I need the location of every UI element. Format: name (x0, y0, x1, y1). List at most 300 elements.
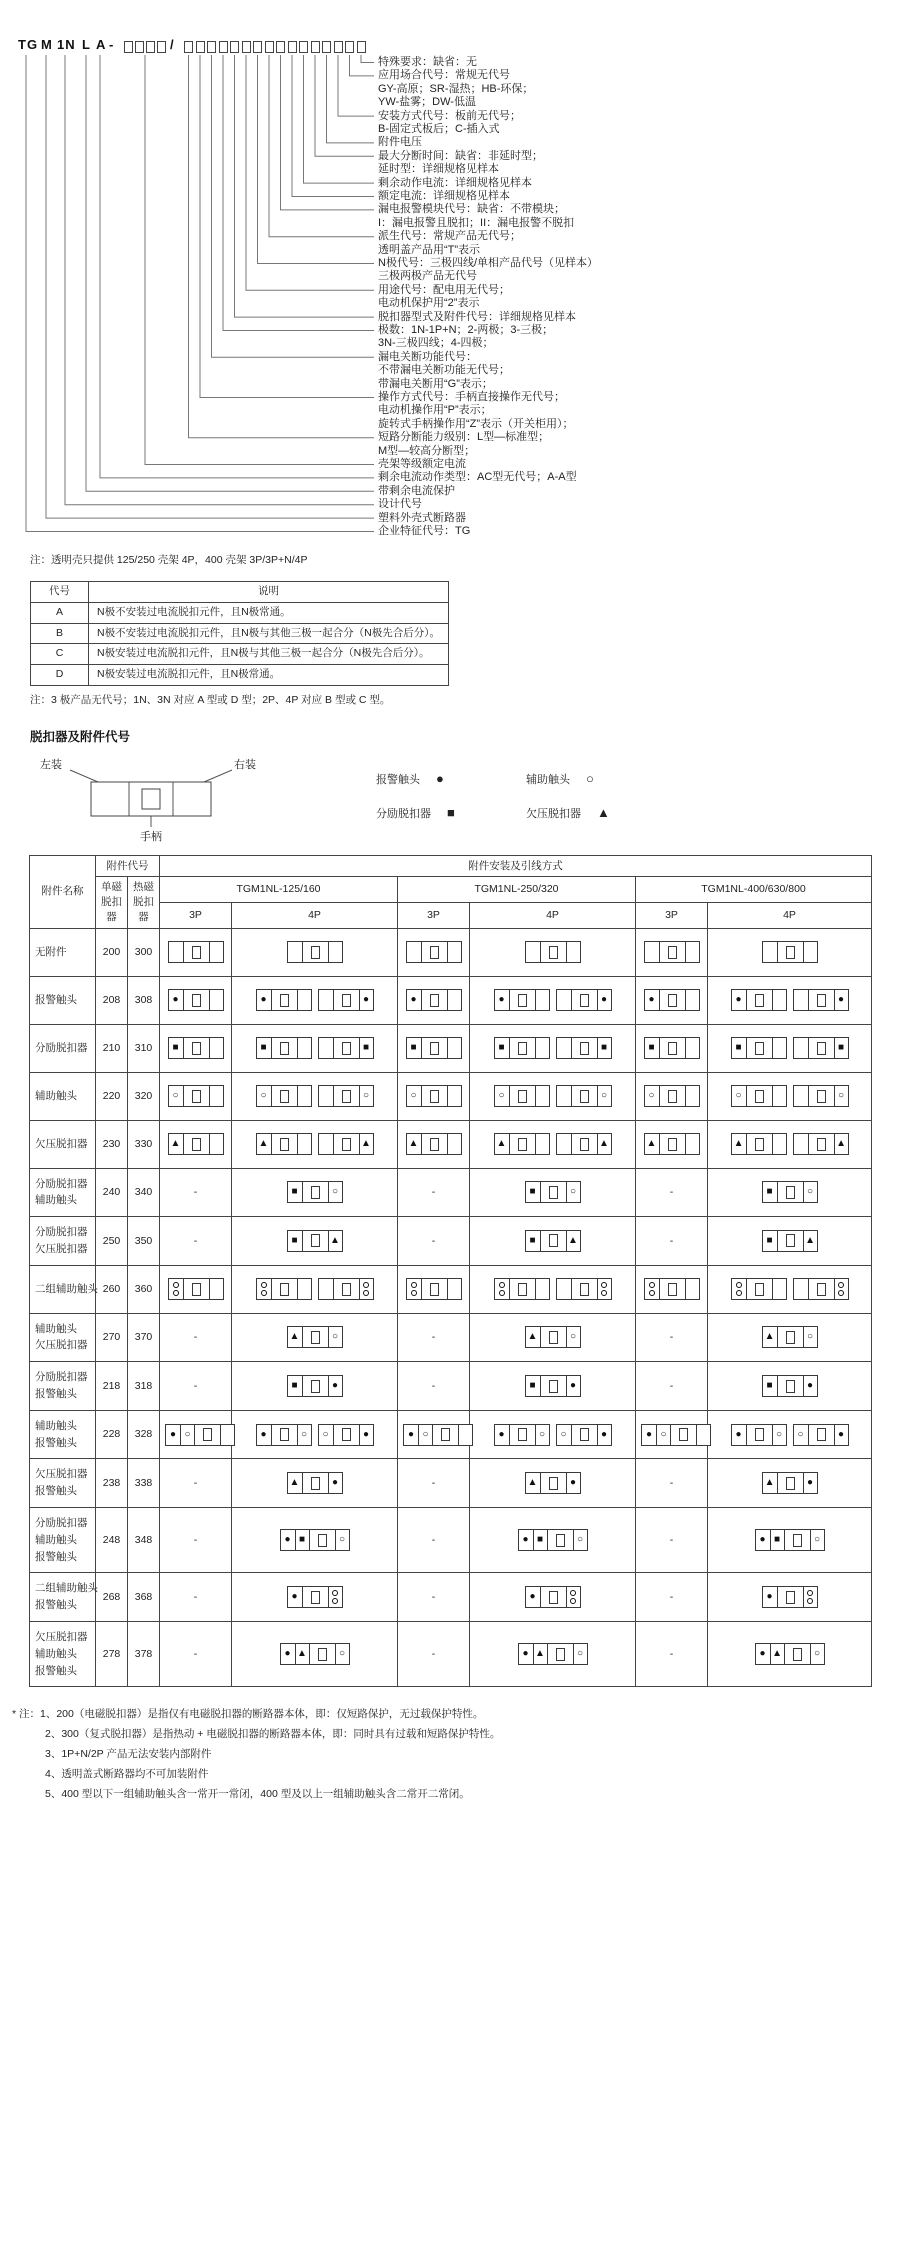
handle-knob (342, 1428, 351, 1441)
handle-knob (580, 994, 589, 1007)
aux-circle (736, 1282, 742, 1288)
empty-compartment (645, 942, 659, 962)
double-aux-symbol (649, 1282, 655, 1296)
accessory-symbol: ▲ (289, 1477, 300, 1489)
install-diagram-cell: - (398, 1217, 470, 1266)
handle-knob (668, 1138, 677, 1151)
handle-knob (311, 1477, 320, 1490)
accessory-symbol: ■ (597, 1038, 611, 1058)
aux-circle (601, 1290, 607, 1296)
accessory-symbol: ▲ (527, 1331, 538, 1343)
single-magnetic-code: 200 (96, 928, 128, 976)
wiring-diagram (556, 1278, 612, 1300)
accessory-symbol: ■ (359, 1038, 373, 1058)
code-callout-label: 极数：1N-1P+N；2-两极；3-三极； (378, 324, 554, 336)
handle-knob (817, 1090, 826, 1103)
accessory-symbol (359, 1279, 373, 1299)
accessory-row (30, 1120, 872, 1168)
code-letter: C (31, 644, 89, 665)
accessory-name-line: 二组辅助触头 (35, 1582, 98, 1595)
accessory-symbol: ● (566, 1376, 580, 1396)
wiring-diagram (762, 1472, 818, 1494)
handle-compartment (333, 990, 359, 1010)
code-callout-label: 脱扣器型式及附件代号：详细规格见样本 (378, 310, 576, 323)
empty-compartment (319, 990, 333, 1010)
wiring-diagram (793, 1424, 849, 1446)
accessory-name (30, 1459, 96, 1508)
install-diagram-cell (470, 1072, 636, 1120)
accessory-symbol: ■ (295, 1530, 309, 1550)
handle-knob (668, 1042, 677, 1055)
install-diagram-cell: - (398, 1622, 470, 1687)
empty-compartment (319, 1038, 333, 1058)
wiring-diagram (644, 1037, 700, 1059)
callout-line (315, 55, 374, 156)
empty-compartment (297, 1134, 311, 1154)
table-header-row (30, 855, 872, 877)
install-diagram-cell (470, 928, 636, 976)
accessory-symbol: ○ (597, 1086, 611, 1106)
wiring-diagram (644, 941, 700, 963)
accessory-symbol: ■ (291, 1186, 298, 1198)
code-callout-label: 安装方式代号：板前无代号； (378, 109, 521, 122)
wiring-diagram (755, 1529, 825, 1551)
handle-compartment (333, 1425, 359, 1445)
empty-compartment (794, 1134, 808, 1154)
accessory-symbol: ○ (172, 1090, 179, 1101)
accessory-symbol: ▲ (258, 1138, 269, 1149)
code-table-row (31, 602, 449, 623)
header-accessory-name: 附件名称 (30, 855, 96, 928)
empty-compartment (319, 1134, 333, 1154)
accessory-symbol: ● (566, 1473, 580, 1493)
code-callout-label: 特殊要求：缺省：无 (378, 56, 477, 68)
empty-compartment (526, 942, 540, 962)
install-diagram-cell (232, 1622, 398, 1687)
code-box (230, 41, 239, 53)
code-callout-label: 最大分断时间：缺省：非延时型； (378, 149, 543, 162)
wiring-diagram (280, 1529, 350, 1551)
handle-compartment (547, 1644, 573, 1664)
aux-circle (411, 1290, 417, 1296)
install-diagram-cell (470, 1508, 636, 1573)
code-box (184, 41, 193, 53)
empty-compartment (328, 942, 342, 962)
wiring-diagram (256, 1037, 312, 1059)
wiring-diagram (644, 1085, 700, 1107)
double-aux-symbol (332, 1590, 338, 1604)
wiring-diagram (494, 1278, 550, 1300)
install-diagram-cell (232, 1573, 398, 1622)
code-callout-label: 电动机操作用“P”表示； (378, 404, 492, 417)
handle-compartment (271, 1279, 297, 1299)
install-diagram-cell (708, 1508, 872, 1573)
code-callout-label: N极代号：三极四线/单相产品代号（见样本） (378, 257, 598, 269)
empty-compartment (319, 1086, 333, 1106)
accessory-name-line: 报警触头 (35, 993, 77, 1006)
handle-compartment (659, 990, 685, 1010)
legend-item (376, 805, 526, 821)
code-box (146, 41, 155, 53)
accessory-name-line: 报警触头 (35, 1599, 77, 1612)
accessory-name-line: 报警触头 (35, 1436, 77, 1449)
accessory-row (30, 1362, 872, 1411)
install-diagram-cell (232, 1168, 398, 1217)
single-magnetic-code: 278 (96, 1622, 128, 1687)
handle-knob (580, 1138, 589, 1151)
accessory-symbol (597, 1279, 611, 1299)
accessory-name (30, 1265, 96, 1313)
code-callout-label: 延时型：详细规格见样本 (378, 163, 499, 176)
callout-line (189, 55, 375, 438)
empty-compartment (566, 942, 580, 962)
single-magnetic-code: 250 (96, 1217, 128, 1266)
accessory-symbol: ▲ (496, 1138, 507, 1149)
wiring-diagram (525, 1586, 581, 1608)
accessory-symbol: ○ (560, 1428, 567, 1440)
handle-knob (430, 1090, 439, 1103)
accessory-symbol: ○ (810, 1644, 824, 1664)
handle-compartment (777, 1376, 803, 1396)
code-callout-label: 设计代号 (378, 498, 422, 511)
thermal-magnetic-code: 378 (128, 1622, 160, 1687)
handle-compartment (808, 990, 834, 1010)
handle-knob (280, 1042, 289, 1055)
install-diagram-cell (232, 1313, 398, 1362)
handle-knob (549, 1331, 558, 1344)
accessory-row (30, 1217, 872, 1266)
accessory-symbol: ○ (810, 1530, 824, 1550)
accessory-symbol (732, 1279, 746, 1299)
aux-circle (173, 1290, 179, 1296)
wiring-diagram (168, 941, 224, 963)
install-diagram-cell: - (636, 1217, 708, 1266)
empty-compartment (685, 1134, 699, 1154)
install-diagram-cell: - (398, 1168, 470, 1217)
accessory-row (30, 1313, 872, 1362)
empty-compartment (447, 1134, 461, 1154)
aux-circle (261, 1290, 267, 1296)
install-diagram-cell (470, 1362, 636, 1411)
empty-compartment (288, 942, 302, 962)
install-diagram-cell: - (398, 1573, 470, 1622)
empty-compartment (535, 1038, 549, 1058)
accessory-symbol: ▲ (566, 1231, 580, 1251)
install-diagram-cell (232, 1120, 398, 1168)
wiring-diagram (525, 1326, 581, 1348)
code-callout-label: 塑料外壳式断路器 (378, 511, 466, 524)
footnote-line: 5、400 型以下一组辅助触头含一常开一常闭，400 型及以上一组辅助触头含二常开二常闭。 (45, 1788, 470, 1801)
footnote-line: * 注：1、200（电磁脱扣器）是指仅有电磁脱扣器的断路器本体，即：仅短路保护，无过载保护特性。 (12, 1708, 484, 1721)
wiring-diagram (287, 1326, 343, 1348)
wiring-diagram (287, 1181, 343, 1203)
empty-compartment (794, 1086, 808, 1106)
wiring-diagram (256, 1424, 312, 1446)
code-box (276, 41, 285, 53)
install-diagram-cell (398, 1024, 470, 1072)
install-diagram-cell (708, 1120, 872, 1168)
handle-knob (192, 1283, 201, 1296)
single-magnetic-code: 240 (96, 1168, 128, 1217)
wiring-diagram (793, 989, 849, 1011)
empty-compartment (447, 990, 461, 1010)
double-aux-symbol (411, 1282, 417, 1296)
header-install-group: 附件安装及引线方式 (160, 855, 872, 877)
code-table-row (31, 623, 449, 644)
wiring-diagram (556, 989, 612, 1011)
description-column-header: 说明 (89, 582, 449, 603)
install-diagram-cell (160, 928, 232, 976)
handle-knob (311, 1234, 320, 1247)
accessory-symbol (566, 1587, 580, 1607)
accessory-name-line: 报警触头 (35, 1485, 77, 1498)
handle-compartment (509, 1425, 535, 1445)
double-aux-symbol (736, 1282, 742, 1296)
handle-knob (311, 1186, 320, 1199)
accessory-name-line: 二组辅助触头 (35, 1282, 98, 1295)
n-pole-code-table (30, 581, 449, 686)
legend-label: 分励脱扣器 (376, 807, 431, 820)
empty-compartment (803, 942, 817, 962)
install-diagram-cell: - (160, 1313, 232, 1362)
header-3p: 3P (160, 902, 232, 928)
install-diagram-cell (232, 1410, 398, 1459)
accessory-symbol: ▲ (328, 1231, 342, 1251)
code-callout-label: 用途代号：配电用无代号； (378, 283, 510, 296)
handle-label: 手柄 (140, 830, 162, 843)
empty-compartment (557, 1134, 571, 1154)
handle-knob (192, 1090, 201, 1103)
empty-compartment (685, 990, 699, 1010)
handle-knob (318, 1648, 327, 1661)
empty-compartment (407, 942, 421, 962)
single-magnetic-code: 268 (96, 1573, 128, 1622)
legend-symbol: ● (436, 771, 444, 787)
handle-compartment (659, 1086, 685, 1106)
wiring-diagram (556, 1424, 612, 1446)
handle-knob (430, 1283, 439, 1296)
accessory-name-line: 欠压脱扣器 (35, 1137, 88, 1150)
accessory-symbol: ● (735, 994, 742, 1005)
empty-compartment (557, 1038, 571, 1058)
accessory-name (30, 1362, 96, 1411)
handle-compartment (183, 990, 209, 1010)
accessory-symbol: ● (359, 990, 373, 1010)
handle-compartment (670, 1425, 696, 1445)
install-diagram-cell (708, 1168, 872, 1217)
handle-compartment (777, 1182, 803, 1202)
install-diagram-cell (708, 1362, 872, 1411)
legend-symbol: ○ (586, 771, 594, 787)
mount-legend-row (36, 755, 900, 845)
thermal-magnetic-code: 300 (128, 928, 160, 976)
accessory-symbol: ● (407, 1428, 415, 1440)
empty-compartment (458, 1425, 472, 1445)
double-aux-symbol (499, 1282, 505, 1296)
accessory-symbol: ▲ (764, 1331, 775, 1343)
install-diagram-cell (232, 1072, 398, 1120)
handle-compartment (808, 1279, 834, 1299)
accessory-symbol: ○ (834, 1086, 848, 1106)
thermal-magnetic-code: 368 (128, 1573, 160, 1622)
handle-knob (518, 1283, 527, 1296)
install-diagram-cell (398, 928, 470, 976)
accessory-name (30, 928, 96, 976)
model-code-diagram (0, 14, 900, 550)
callout-line (246, 55, 374, 290)
accessory-symbol: ▲ (597, 1134, 611, 1154)
accessory-name-line: 报警触头 (35, 1550, 77, 1563)
install-diagram-cell (232, 976, 398, 1024)
aux-circle (261, 1282, 267, 1288)
handle-knob (518, 1138, 527, 1151)
accessory-symbol: ○ (335, 1530, 349, 1550)
accessory-symbol: ● (359, 1425, 373, 1445)
model-code-segment: - (109, 37, 115, 52)
empty-compartment (447, 1086, 461, 1106)
double-aux-symbol (173, 1282, 179, 1296)
accessory-name (30, 1508, 96, 1573)
code-box (299, 41, 308, 53)
accessory-symbol: ○ (803, 1327, 817, 1347)
accessory-symbol: ○ (297, 1425, 311, 1445)
wiring-diagram (793, 1037, 849, 1059)
handle-knob (580, 1090, 589, 1103)
accessory-symbol: ▲ (170, 1138, 181, 1149)
install-diagram-cell (232, 1362, 398, 1411)
header-3p: 3P (636, 902, 708, 928)
empty-compartment (319, 1279, 333, 1299)
install-diagram-cell (708, 1573, 872, 1622)
accessory-symbol: ▲ (733, 1138, 744, 1149)
accessory-symbol: ○ (573, 1530, 587, 1550)
wiring-diagram (318, 1037, 374, 1059)
handle-compartment (509, 1134, 535, 1154)
code-box (157, 41, 166, 53)
handle-compartment (309, 1644, 335, 1664)
accessory-symbol: ○ (359, 1086, 373, 1106)
handle-compartment (183, 1086, 209, 1106)
install-diagram-cell (636, 1265, 708, 1313)
handle-compartment (183, 1038, 209, 1058)
install-diagram-cell (470, 1622, 636, 1687)
wiring-diagram (762, 941, 818, 963)
accessory-symbol: ○ (328, 1182, 342, 1202)
single-magnetic-code: 248 (96, 1508, 128, 1573)
empty-compartment (685, 1086, 699, 1106)
aux-circle (363, 1282, 369, 1288)
wiring-diagram (494, 1133, 550, 1155)
install-diagram-cell: - (398, 1313, 470, 1362)
handle-knob (518, 1090, 527, 1103)
accessory-symbol: ● (284, 1648, 291, 1660)
accessory-symbol: ● (410, 994, 417, 1005)
handle-knob (549, 1234, 558, 1247)
accessory-row (30, 976, 872, 1024)
handle-knob (817, 1138, 826, 1151)
mount-diagram (36, 755, 286, 845)
aux-circle (499, 1290, 505, 1296)
code-callout-label: 企业特征代号：TG (378, 525, 471, 537)
footnotes (12, 1705, 900, 1805)
callout-line (46, 55, 374, 518)
handle-knob (549, 1186, 558, 1199)
breaker-body-outline (91, 782, 211, 816)
wiring-diagram (762, 1326, 818, 1348)
wiring-diagram (406, 941, 462, 963)
handle-compartment (746, 1086, 772, 1106)
accessory-symbol: ■ (529, 1234, 536, 1246)
code-box (357, 41, 366, 53)
code-box (207, 41, 216, 53)
handle-compartment (271, 1134, 297, 1154)
accessory-symbol: ● (260, 1428, 267, 1440)
handle-knob (786, 1380, 795, 1393)
handle-compartment (746, 1134, 772, 1154)
accessory-name (30, 1072, 96, 1120)
wiring-diagram (287, 1375, 343, 1397)
install-diagram-cell (398, 1265, 470, 1313)
install-diagram-cell: - (636, 1313, 708, 1362)
thermal-magnetic-code: 340 (128, 1168, 160, 1217)
accessory-name (30, 1168, 96, 1217)
install-diagram-cell (636, 1120, 708, 1168)
accessory-name-line: 分励脱扣器 (35, 1517, 88, 1530)
code-callout-label: B-固定式板后；C-插入式 (378, 123, 500, 135)
accessory-symbol: ■ (410, 1042, 417, 1053)
wiring-diagram (287, 1586, 343, 1608)
code-table-note: 注：3 极产品无代号；1N、3N 对应 A 型或 D 型；2P、4P 对应 B 型或 C 型。 (30, 693, 391, 706)
table-header-row (30, 877, 872, 903)
code-callout-label: I：漏电报警且脱扣；II：漏电报警不脱扣 (378, 216, 575, 229)
empty-compartment (696, 1425, 710, 1445)
empty-compartment (169, 942, 183, 962)
install-diagram-cell (708, 1265, 872, 1313)
empty-compartment (209, 1086, 223, 1106)
install-diagram-cell (470, 1313, 636, 1362)
accessory-symbol: ● (284, 1534, 291, 1546)
accessory-symbol: ■ (766, 1234, 773, 1246)
accessory-symbol: ● (803, 1376, 817, 1396)
handle-knob (580, 1042, 589, 1055)
install-diagram-cell (232, 1265, 398, 1313)
install-diagram-cell (470, 1217, 636, 1266)
single-magnetic-code: 228 (96, 1410, 128, 1459)
code-callout-label: 操作方式代号：手柄直接操作无代号； (378, 391, 565, 403)
install-diagram-cell (470, 1168, 636, 1217)
code-box (196, 41, 205, 53)
accessory-symbol: ▲ (770, 1644, 784, 1664)
accessory-symbol: ● (328, 1376, 342, 1396)
aux-circle (499, 1282, 505, 1288)
install-diagram-cell (232, 928, 398, 976)
handle-compartment (421, 990, 447, 1010)
accessory-symbol: ● (169, 1428, 177, 1440)
code-table-row (31, 665, 449, 686)
accessory-symbol: ○ (410, 1090, 417, 1101)
accessory-symbol (257, 1279, 271, 1299)
code-box (334, 41, 343, 53)
empty-compartment (447, 1038, 461, 1058)
accessory-row (30, 1459, 872, 1508)
accessory-symbol (407, 1279, 421, 1299)
wiring-diagram (731, 989, 787, 1011)
callout-line (361, 55, 374, 63)
install-diagram-cell (160, 1024, 232, 1072)
install-diagram-cell: - (398, 1459, 470, 1508)
model-code-segment: TG (18, 37, 39, 52)
handle-knob (311, 946, 320, 959)
